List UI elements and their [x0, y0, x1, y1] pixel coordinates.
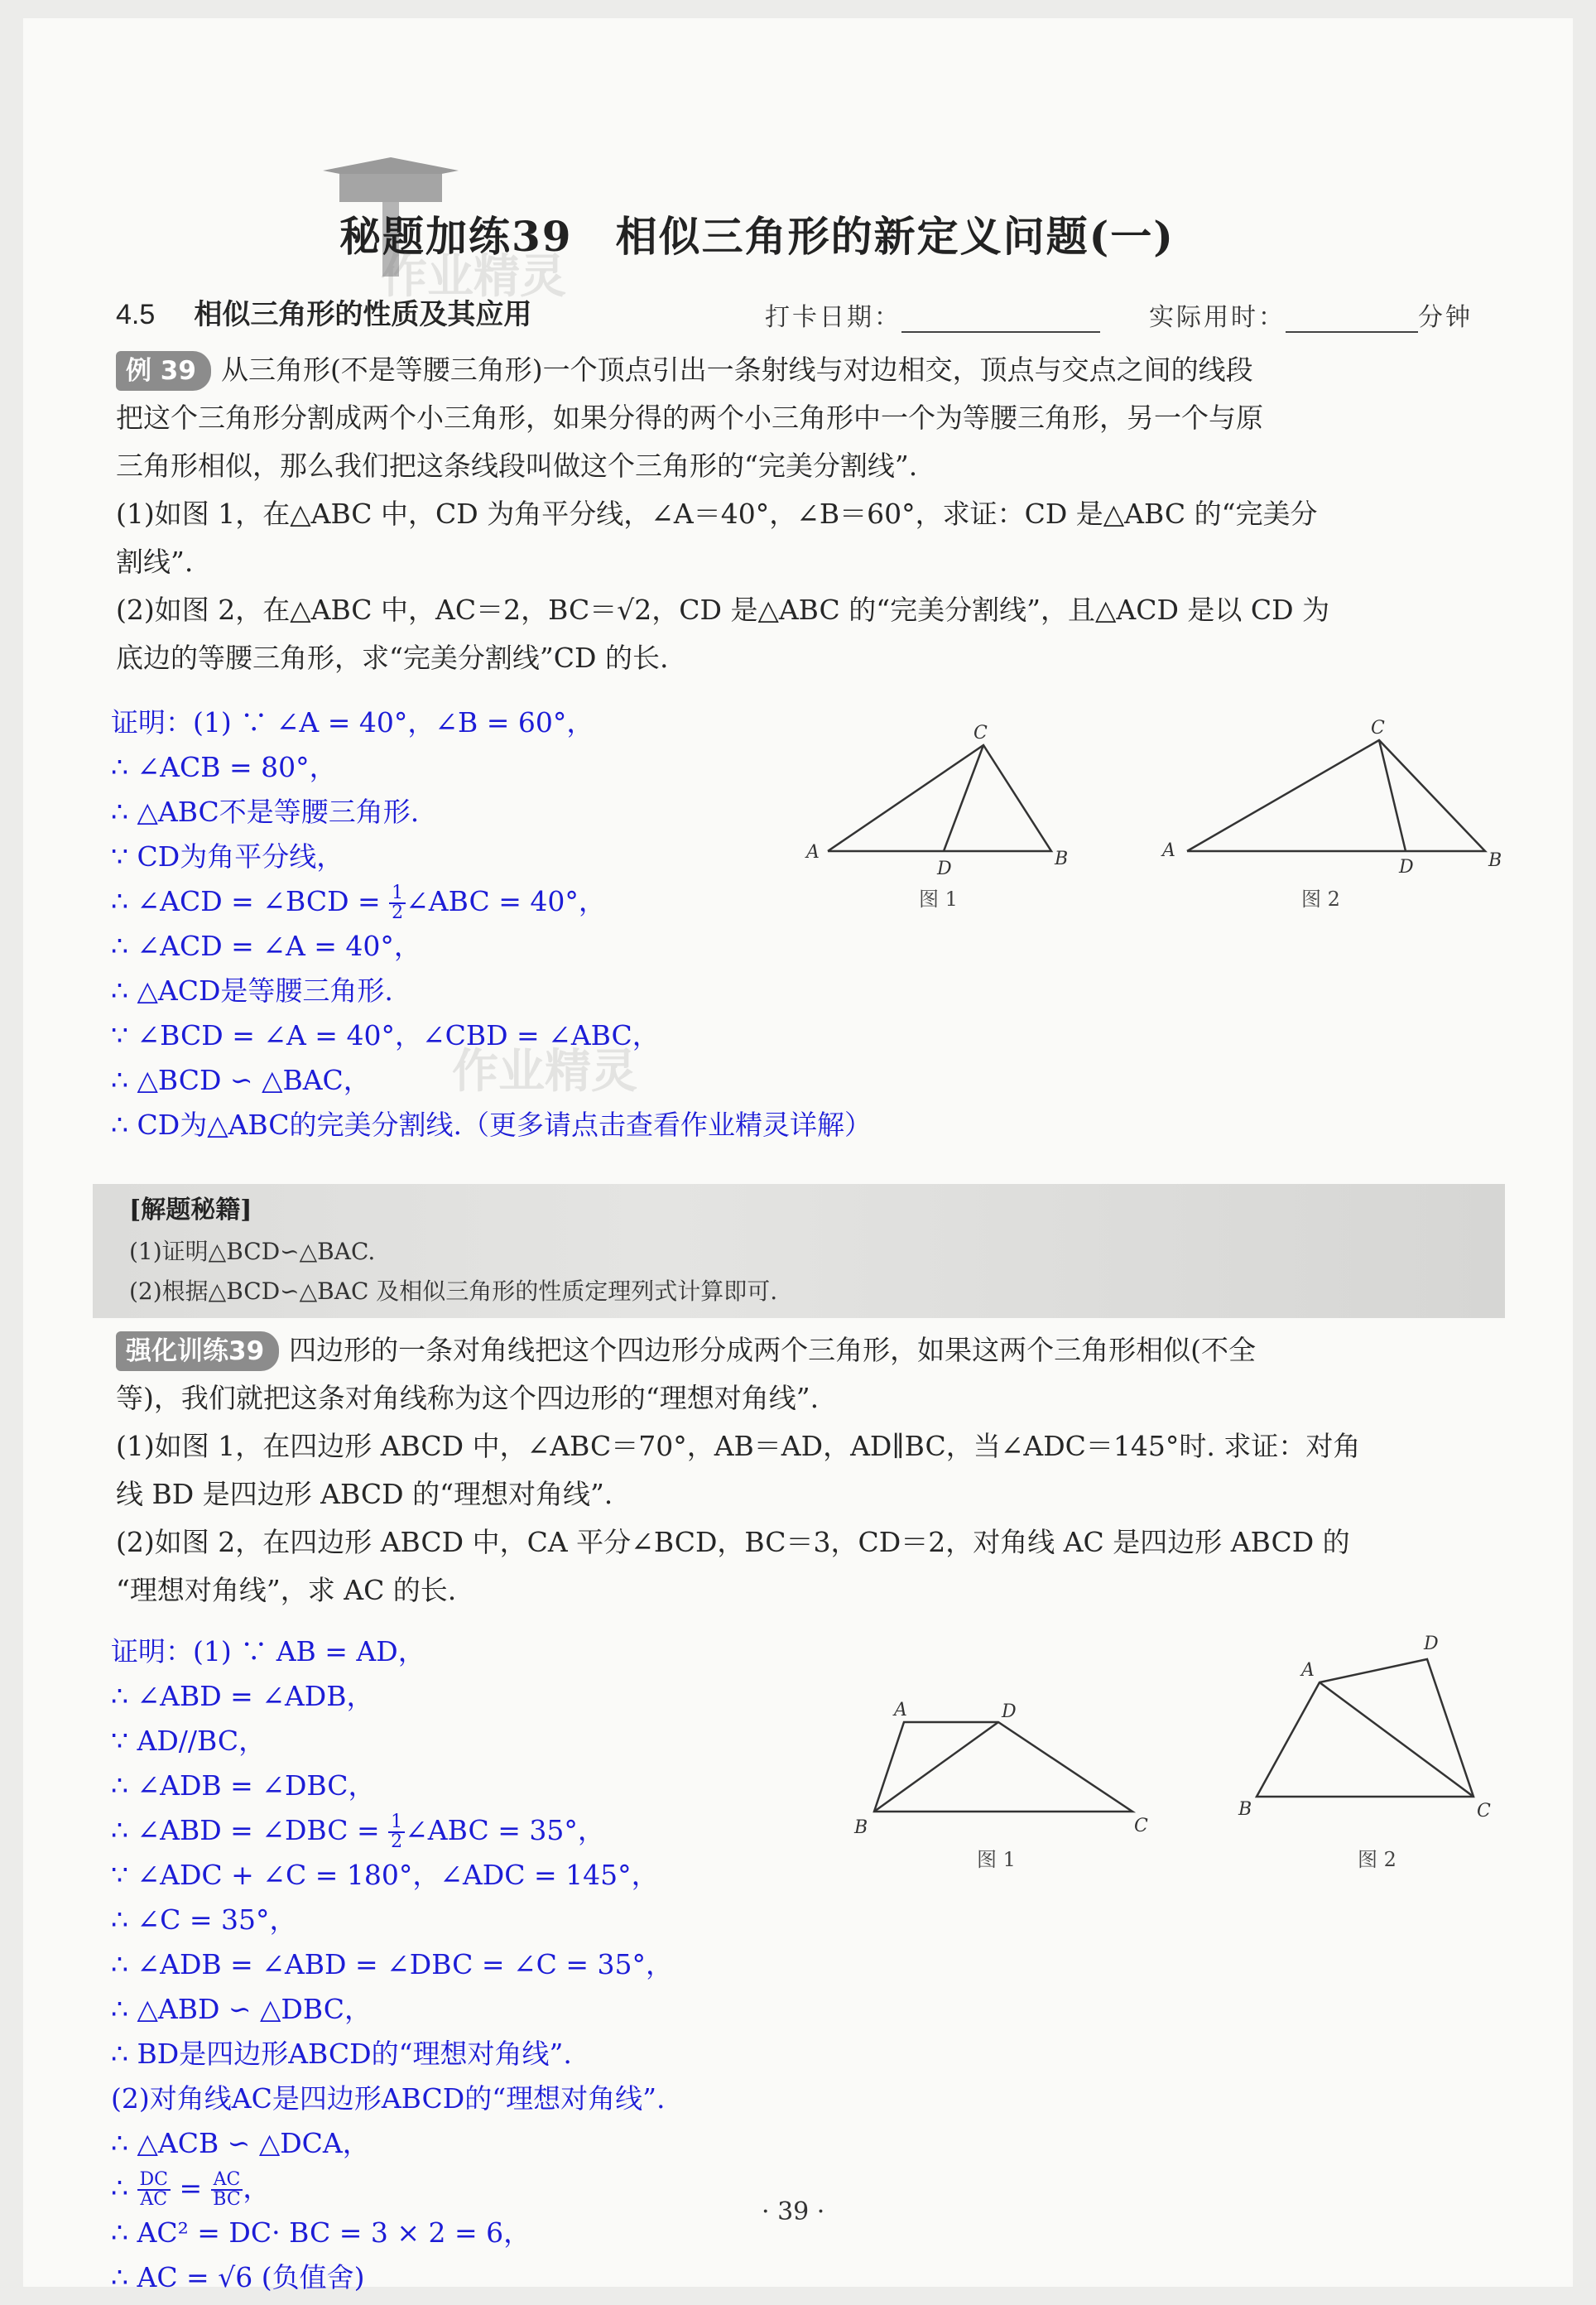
- training-solution-line: 证明：(1) ∵ AB = AD，: [111, 1635, 425, 1667]
- example-problem: [116, 346, 1507, 682]
- label-A: A: [1301, 1660, 1315, 1681]
- page-number: · 39 ·: [762, 2197, 825, 2226]
- time-unit: 分钟: [1418, 303, 1473, 332]
- figure-caption: 图 2: [1358, 1848, 1396, 1871]
- example-q2-1: (2)如图 2，在△ABC 中，AC＝2，BC＝√2，CD 是△ABC 的“完美分割线”，且△ACD 是以 CD 为: [116, 594, 1330, 626]
- time-blank: [1286, 303, 1418, 333]
- example-q1-1: (1)如图 1，在△ABC 中，CD 为角平分线，∠A＝40°，∠B＝60°，求证：CD 是△ABC 的“完美分: [116, 498, 1318, 530]
- training-q2-2: “理想对角线”，求 AC 的长.: [116, 1574, 457, 1606]
- label-D: D: [1399, 857, 1414, 878]
- example-solution-line: ∴ ∠ACB = 80°，: [111, 751, 337, 783]
- training-problem: [116, 1326, 1507, 1614]
- watermark: 作业精灵: [381, 250, 566, 304]
- training-solution-line: ∴ AC = √6 (负值舍): [111, 2261, 365, 2293]
- example-intro-2: 把这个三角形分割成两个小三角形，如果分得的两个小三角形中一个为等腰三角形，另一个与原: [116, 402, 1263, 434]
- label-B: B: [1055, 849, 1069, 869]
- training-figure-2: [1225, 1631, 1507, 1896]
- checkin-label: 打卡日期：: [765, 303, 901, 332]
- training-solution: [111, 1629, 673, 2300]
- training-solution-line: ∴ BD是四边形ABCD的“理想对角线”.: [111, 2038, 572, 2070]
- ratio-left: $\frac{DC}{AC}$: [137, 2171, 171, 2209]
- fraction-half: $\frac{1}{2}$: [389, 884, 406, 922]
- example-intro-3: 三角形相似，那么我们把这条线段叫做这个三角形的“完美分割线”.: [116, 450, 918, 482]
- training-solution-line: ∴ ∠ADB = ∠DBC，: [111, 1769, 376, 1802]
- tips-line-1: (1)证明△BCD∽△BAC.: [129, 1238, 376, 1265]
- example-intro-1: 从三角形(不是等腰三角形)一个顶点引出一条射线与对边相交，顶点与交点之间的线段: [220, 354, 1253, 386]
- training-solution-line: ∴ ∠ADB = ∠ABD = ∠DBC = ∠C = 35°，: [111, 1948, 673, 1980]
- example-solution-line: ∵ CD为角平分线，: [111, 840, 344, 873]
- figure-caption: 图 1: [977, 1848, 1016, 1871]
- example-solution-line: ∴ △BCD ∽ △BAC，: [111, 1064, 371, 1096]
- example-figure-1: [795, 712, 1093, 927]
- training-solution-line: ∵ ∠ADC + ∠C = 180°，∠ADC = 145°，: [111, 1859, 659, 1891]
- label-C: C: [973, 723, 988, 743]
- label-D: D: [937, 859, 952, 879]
- label-B: B: [1238, 1799, 1252, 1820]
- label-A: A: [894, 1700, 907, 1720]
- example-solution-line: ∴ △ABC不是等腰三角形.: [111, 796, 420, 828]
- training-badge: 强化训练39: [116, 1331, 279, 1371]
- figure-caption: 图 1: [919, 888, 958, 911]
- training-solution-line: ∴ ∠C = 35°，: [111, 1903, 297, 1936]
- label-B: B: [1488, 850, 1502, 871]
- time-label: 实际用时：: [1149, 303, 1286, 332]
- tips-title: [解题秘籍]: [129, 1196, 252, 1225]
- label-A: A: [1162, 840, 1175, 861]
- example-solution-line: ∴ △ACD是等腰三角形.: [111, 974, 393, 1007]
- fraction-half: $\frac{1}{2}$: [388, 1813, 405, 1851]
- page-title: 秘题加练39 相似三角形的新定义问题(一): [339, 212, 1175, 261]
- example-q1-2: 割线”.: [116, 546, 194, 578]
- training-solution-line: ∴ AC² = DC· BC = 3 × 2 = 6，: [111, 2216, 531, 2249]
- checkin-blank: [901, 303, 1100, 333]
- training-q1-2: 线 BD 是四边形 ABCD 的“理想对角线”.: [116, 1478, 613, 1510]
- training-solution-line: ∴ ∠ABD = ∠ADB，: [111, 1680, 374, 1712]
- section-header: [116, 291, 531, 332]
- ratio-right: $\frac{AC}{BC}$: [211, 2171, 243, 2209]
- tips-line-2: (2)根据△BCD∽△BAC 及相似三角形的性质定理列式计算即可.: [129, 1278, 778, 1305]
- training-q2-1: (2)如图 2，在四边形 ABCD 中，CA 平分∠BCD，BC＝3，CD＝2，对角线 AC 是四边形 ABCD 的: [116, 1526, 1350, 1558]
- training-solution-line: (2)对角线AC是四边形ABCD的“理想对角线”.: [111, 2082, 666, 2115]
- example-solution-line: ∴ CD为△ABC的完美分割线.（更多请点击查看作业精灵详解）: [111, 1109, 873, 1141]
- training-solution-line: ∴ △ABD ∽ △DBC，: [111, 1993, 372, 2025]
- label-C: C: [1477, 1801, 1491, 1821]
- example-solution-line-fraction: ∴ ∠ACD = ∠BCD = $\frac{1}{2}$ ∠ABC = 40°，: [111, 883, 606, 923]
- example-figure-2: [1151, 712, 1515, 927]
- label-D: D: [1424, 1634, 1439, 1654]
- watermark: 作业精灵: [452, 1045, 637, 1099]
- example-solution-line: 证明：(1) ∵ ∠A = 40°，∠B = 60°，: [111, 706, 594, 739]
- figure-caption: 图 2: [1301, 888, 1340, 911]
- example-badge: 例 39: [116, 351, 211, 391]
- label-A: A: [806, 842, 820, 863]
- training-intro-1: 四边形的一条对角线把这个四边形分成两个三角形，如果这两个三角形相似(不全: [289, 1334, 1257, 1366]
- example-solution-line: ∵ ∠BCD = ∠A = 40°，∠CBD = ∠ABC，: [111, 1019, 660, 1051]
- training-solution-line-fraction: ∴ ∠ABD = ∠DBC = $\frac{1}{2}$ ∠ABC = 35°，: [111, 1812, 605, 1852]
- training-solution-line: ∴ △ACB ∽ △DCA，: [111, 2127, 370, 2159]
- label-D: D: [1002, 1701, 1017, 1722]
- training-solution-line-ratio: ∴ $\frac{DC}{AC}$ = $\frac{AC}{BC}$ ，: [111, 2169, 271, 2210]
- training-figure-1: [836, 1689, 1167, 1888]
- training-intro-2: 等)，我们就把这条对角线称为这个四边形的“理想对角线”.: [116, 1382, 820, 1414]
- training-solution-line: ∵ AD//BC，: [111, 1725, 267, 1757]
- label-C: C: [1371, 718, 1385, 739]
- section-name: 相似三角形的性质及其应用: [194, 298, 532, 331]
- training-q1-1: (1)如图 1，在四边形 ABCD 中，∠ABC＝70°，AB＝AD，AD∥BC，当∠ADC＝145°时. 求证：对角: [116, 1430, 1361, 1462]
- checkin-field: [765, 296, 1100, 333]
- label-B: B: [854, 1817, 868, 1838]
- example-q2-2: 底边的等腰三角形，求“完美分割线”CD 的长.: [116, 642, 669, 674]
- time-field: [1149, 296, 1473, 333]
- label-C: C: [1134, 1816, 1148, 1836]
- tips-box: [93, 1184, 1505, 1318]
- section-number: 4.5: [116, 299, 156, 330]
- example-solution-line: ∴ ∠ACD = ∠A = 40°，: [111, 930, 421, 962]
